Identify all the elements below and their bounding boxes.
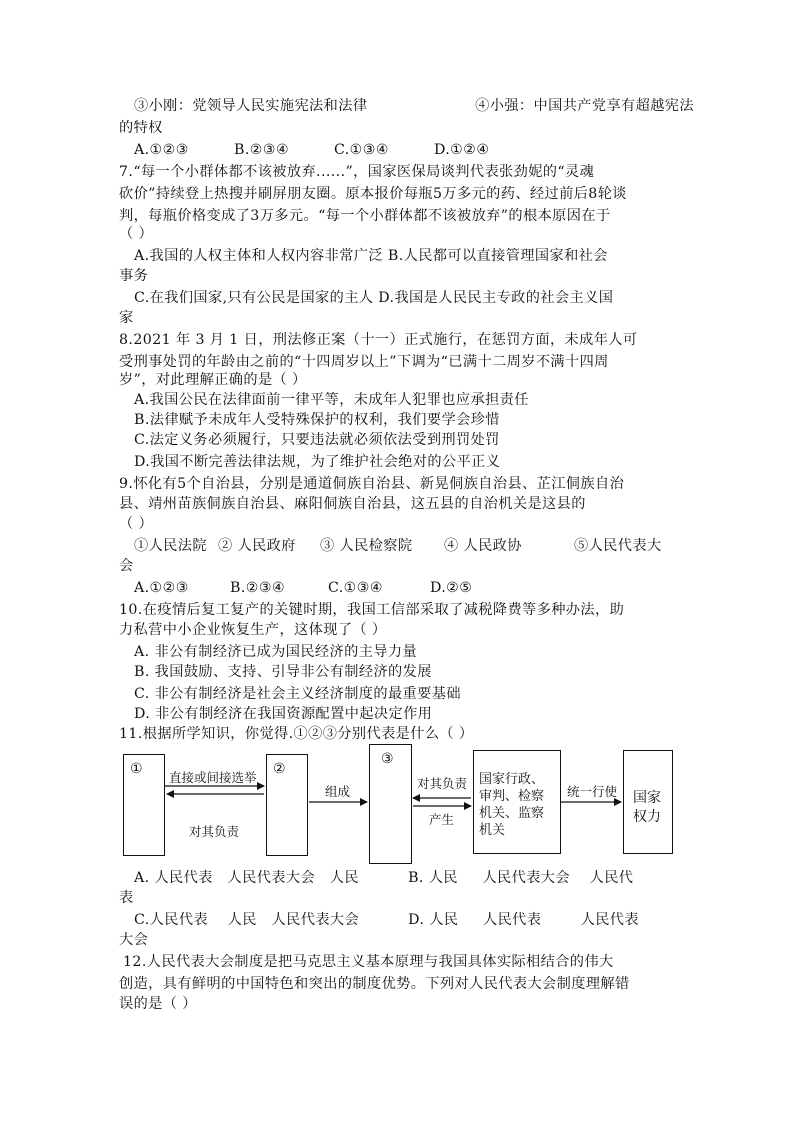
label-exercise: 统一行使 [567,784,618,799]
q11-options-cd: C.人民代表 人民 人民代表大会 D. 人民 人民代表 人民代表 [134,912,639,928]
q6-statement-line [134,96,694,116]
q7-options-ab-cont: 事务 [119,268,149,284]
q12-stem-line: 12.人民代表大会制度是把马克思主义基本原理与我国具体实际相结合的伟大 [123,954,614,970]
q11-options-ab: A. 人民代表 人民代表大会 人民 B. 人民 人民代表大会 人民代 [134,870,634,886]
q10-option-a: A. 非公有制经济已成为国民经济的主导力量 [134,644,418,660]
q10-stem-line: 10.在疫情后复工复产的关键时期，我国工信部采取了减税降费等多种办法，助 [119,602,625,618]
box-2-label: ② [273,761,286,777]
q6-option-d: D.①②④ [434,142,490,158]
q10-option-c: C. 非公有制经济是社会主义经济制度的最重要基础 [134,686,461,702]
q9-option-b: B.②③④ [230,580,286,596]
q6-option-c: C.①③④ [334,142,390,158]
q9-item-3: ③ 人民检察院 [320,538,413,554]
q7-options-cd: C.在我们国家,只有公民是国家的主人 D.我国是人民民主专政的社会主义国 [134,290,614,306]
diagram-organs-box [473,750,561,854]
q9-item-1: ①人民法院 [134,538,207,554]
q9-item-2: ② 人民政府 [218,538,296,554]
q11-options-ab-cont: 表 [119,890,134,906]
q6-option-b: B.②③④ [234,142,290,158]
organs-line: 审判、检察 [479,789,545,804]
organs-line: 机关 [479,823,506,838]
label-responsible-2: 对其负责 [417,776,468,791]
q11-options-cd-cont: 大会 [119,932,149,948]
q8-stem-line: 受刑事处罚的年龄由之前的“十四周岁以上”下调为“已满十二周岁不满十四周 [119,354,609,370]
q8-option-b: B.法律赋予未成年人受特殊保护的权利，我们要学会珍惜 [134,412,500,428]
q10-option-b: B. 我国鼓励、支持、引导非公有制经济的发展 [134,664,432,680]
box-1-label: ① [130,761,143,777]
q9-options [134,578,694,598]
q7-stem-line: 7.“每一个小群体都不该被放弃......”，国家医保局谈判代表张劲妮的“灵魂 [119,164,595,180]
diagram-box-2 [266,754,308,856]
q9-stem-line: （ ） [119,516,154,532]
q9-stem-line: 县、靖州苗族侗族自治县、麻阳侗族自治县，这五县的自治机关是这县的 [119,496,586,512]
q11-stem: 11.根据所学知识，你觉得.①②③分别代表是什么（ ） [119,726,474,742]
q11-diagram [119,744,679,864]
diagram-power-box [623,750,673,854]
q8-stem-line: 8.2021 年 3 月 1 日，刑法修正案（十一）正式施行，在惩罚方面，未成年人可 [119,332,638,348]
q7-stem-line: （ ） [119,226,154,242]
q8-stem-line: 岁”，对此理解正确的是（ ） [119,372,307,388]
label-form: 组成 [325,784,351,799]
organs-line: 机关、监察 [479,806,545,821]
q9-stem-line: 9.怀化有5个自治县，分别是通道侗族自治县、新晃侗族自治县、芷江侗族自治 [119,476,625,492]
q10-option-d: D. 非公有制经济在我国资源配置中起决定作用 [134,706,433,722]
q9-option-a: A.①②③ [134,580,189,596]
q10-stem-line: 力私营中小企业恢复生产，这体现了（ ） [119,622,387,638]
q9-option-c: C.①③④ [328,580,384,596]
q6-statement-4: ④小强：中国共产党享有超越宪法 [475,98,694,114]
q8-option-d: D.我国不断完善法律法规，为了维护社会绝对的公平正义 [134,454,501,470]
power-line: 国家 [633,790,661,806]
label-produce: 产生 [429,812,455,827]
power-line: 权力 [633,809,661,825]
box-3-label: ③ [381,751,394,767]
q6-statement-3: ③小刚：党领导人民实施宪法和法律 [134,98,368,114]
q9-item-4: ④ 人民政协 [444,538,522,554]
diagram-box-1 [123,754,165,856]
q7-stem-line: 砍价”持续登上热搜并刷屏朋友圈。原本报价每瓶5万多元的药、经过前后8轮谈 [119,186,627,202]
q9-items [134,536,694,556]
q6-statement-4-cont: 的特权 [119,120,163,136]
q7-stem-line: 判，每瓶价格变成了3万多元。“每一个小群体都不该被放弃”的根本原因在于 [119,208,611,224]
q8-option-c: C.法定义务必须履行，只要违法就必须依法受到刑罚处罚 [134,432,500,448]
diagram-box-3 [369,744,412,864]
q8-option-a: A.我国公民在法律面前一律平等，未成年人犯罪也应承担责任 [134,392,529,408]
q9-item-5: ⑤人民代表大 [574,538,662,554]
organs-line: 国家行政、 [479,772,545,787]
q7-options-cd-cont: 家 [119,310,134,326]
q7-options-ab: A.我国的人权主体和人权内容非常广泛 B.人民都可以直接管理国家和社会 [134,248,608,264]
q12-stem-line: 创造，具有鲜明的中国特色和突出的制度优势。下列对人民代表大会制度理解错 [119,976,630,992]
label-responsible-1: 对其负责 [189,824,240,839]
q12-stem-line: 误的是（ ） [119,996,197,1012]
q9-option-d: D.②⑤ [430,580,473,596]
organs-text [479,771,544,839]
q9-item-5-cont: 会 [119,558,134,574]
power-text [633,789,661,827]
label-elect: 直接或间接选举 [169,770,257,785]
q6-option-a: A.①②③ [134,142,189,158]
q6-options [134,140,694,160]
